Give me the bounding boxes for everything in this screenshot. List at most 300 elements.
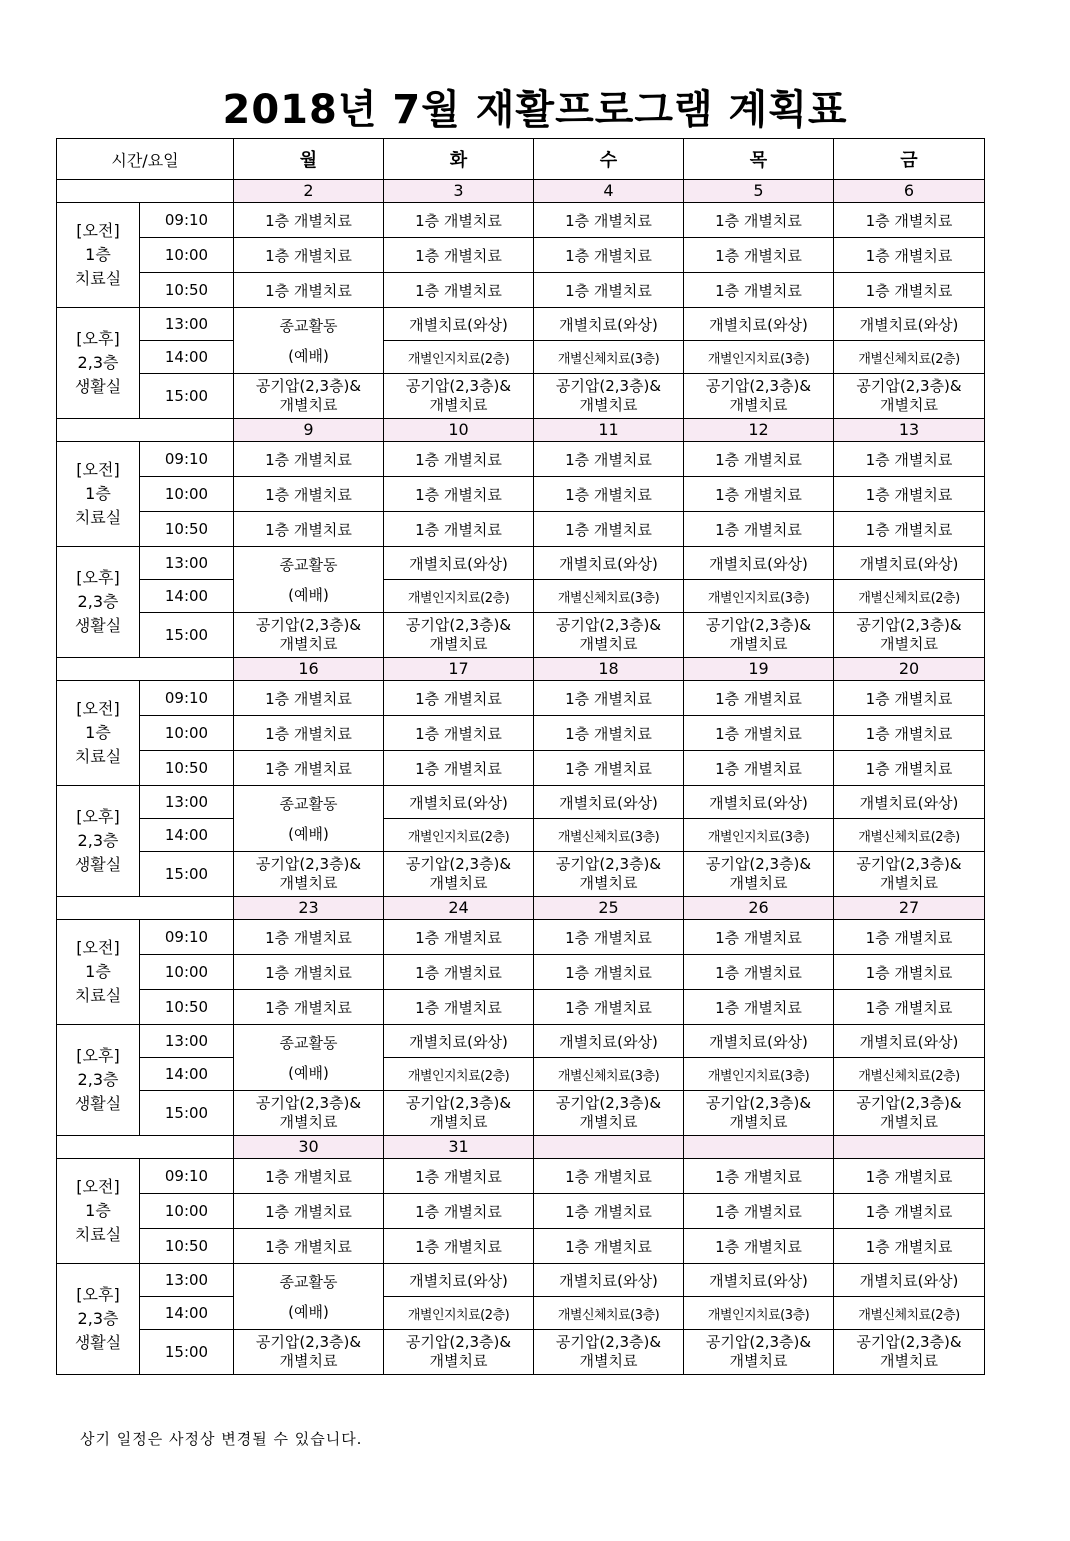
program-line: 공기압(2,3층)& (255, 616, 362, 634)
am-row (57, 442, 985, 477)
am-row (57, 920, 985, 955)
program-cell: 1층 개별치료 (834, 238, 985, 273)
program-line: 공기압(2,3층)& (405, 1094, 512, 1112)
program-cell: 개별치료(와상) (834, 308, 985, 341)
time-day-header: 시간/요일 (57, 139, 234, 180)
program-cell: 개별치료(와상) (384, 1025, 534, 1058)
pm-period-label (57, 786, 140, 897)
pm-row (57, 1091, 985, 1136)
program-cell: 개별치료(와상) (684, 547, 834, 580)
program-line: 공기압(2,3층)& (255, 1333, 362, 1351)
period-label-line: 2,3층 (77, 1309, 119, 1328)
program-cell: 1층 개별치료 (834, 681, 985, 716)
schedule-table (56, 138, 985, 1375)
am-row (57, 1159, 985, 1194)
time-cell: 10:50 (140, 273, 234, 308)
program-cell: 개별치료(와상) (834, 786, 985, 819)
program-cell: 1층 개별치료 (384, 442, 534, 477)
period-label-line: [오후] (76, 807, 120, 826)
program-cell: 1층 개별치료 (534, 1159, 684, 1194)
program-cell (834, 1330, 985, 1375)
period-label-line: 1층 (85, 723, 111, 742)
time-cell: 13:00 (140, 308, 234, 341)
program-cell: 1층 개별치료 (684, 751, 834, 786)
program-line: 개별치료 (429, 635, 488, 653)
pm-period-label (57, 547, 140, 658)
time-cell: 09:10 (140, 1159, 234, 1194)
program-cell (684, 613, 834, 658)
pm-row (57, 547, 985, 580)
program-cell (684, 1330, 834, 1375)
time-cell: 13:00 (140, 1025, 234, 1058)
program-cell: 1층 개별치료 (534, 238, 684, 273)
program-cell: 개별치료(와상) (534, 1025, 684, 1058)
page-title: 2018년 7월 재활프로그램 계획표 (222, 87, 848, 133)
program-line: 개별치료 (429, 396, 488, 414)
time-cell: 15:00 (140, 1091, 234, 1136)
date-cell: 23 (234, 897, 384, 920)
date-row-label (57, 419, 234, 442)
program-cell: 개별인지치료(3층) (684, 1297, 834, 1330)
program-cell: 1층 개별치료 (234, 477, 384, 512)
program-line: 개별치료 (729, 635, 788, 653)
program-cell (384, 1330, 534, 1375)
am-period-label (57, 681, 140, 786)
day-header: 월 (234, 139, 384, 180)
program-line: 공기압(2,3층)& (555, 377, 662, 395)
program-cell: 1층 개별치료 (234, 442, 384, 477)
footnote: 상기 일정은 사정상 변경될 수 있습니다. (80, 1430, 363, 1448)
program-line: 개별치료 (579, 874, 638, 892)
period-label-line: 1층 (85, 962, 111, 981)
day-header: 수 (534, 139, 684, 180)
program-cell: 개별치료(와상) (384, 547, 534, 580)
program-cell: 1층 개별치료 (834, 1194, 985, 1229)
period-label-line: 1층 (85, 484, 111, 503)
date-cell: 6 (834, 180, 985, 203)
program-cell: 개별치료(와상) (684, 786, 834, 819)
program-cell: 1층 개별치료 (234, 990, 384, 1025)
program-cell: 1층 개별치료 (534, 477, 684, 512)
time-cell: 14:00 (140, 1297, 234, 1330)
religion-line: (예배) (288, 1302, 329, 1321)
date-cell: 2 (234, 180, 384, 203)
period-label-line: 생활실 (74, 855, 122, 874)
date-row-label (57, 180, 234, 203)
date-cell: 17 (384, 658, 534, 681)
program-cell: 1층 개별치료 (684, 990, 834, 1025)
date-cell: 19 (684, 658, 834, 681)
program-line: 공기압(2,3층)& (555, 1094, 662, 1112)
am-row (57, 273, 985, 308)
program-cell: 개별치료(와상) (684, 1025, 834, 1058)
religion-line: 종교활동 (279, 316, 338, 335)
program-cell (234, 852, 384, 897)
time-cell: 15:00 (140, 613, 234, 658)
am-period-label (57, 203, 140, 308)
program-cell: 1층 개별치료 (684, 920, 834, 955)
program-cell: 1층 개별치료 (534, 955, 684, 990)
am-row (57, 990, 985, 1025)
pm-row (57, 852, 985, 897)
program-line: 공기압(2,3층)& (555, 855, 662, 873)
date-cell: 3 (384, 180, 534, 203)
date-row (57, 419, 985, 442)
time-cell: 09:10 (140, 681, 234, 716)
program-cell (534, 374, 684, 419)
date-cell: 30 (234, 1136, 384, 1159)
program-cell (834, 613, 985, 658)
date-row (57, 897, 985, 920)
program-line: 개별치료 (579, 396, 638, 414)
am-period-label (57, 920, 140, 1025)
program-cell: 1층 개별치료 (834, 442, 985, 477)
religion-activity-cell (234, 786, 384, 852)
program-cell: 1층 개별치료 (534, 442, 684, 477)
program-cell (834, 374, 985, 419)
date-cell: 10 (384, 419, 534, 442)
date-cell (684, 1136, 834, 1159)
period-label-line: 2,3층 (77, 1070, 119, 1089)
period-label-line: 치료실 (74, 986, 122, 1005)
program-cell: 1층 개별치료 (684, 1229, 834, 1264)
program-cell: 개별인지치료(2층) (384, 819, 534, 852)
program-cell: 1층 개별치료 (534, 512, 684, 547)
program-line: 공기압(2,3층)& (255, 1094, 362, 1112)
pm-period-label (57, 1025, 140, 1136)
program-cell: 1층 개별치료 (684, 681, 834, 716)
program-cell: 개별신체치료(2층) (834, 580, 985, 613)
program-cell (234, 1330, 384, 1375)
date-cell (534, 1136, 684, 1159)
program-cell (534, 852, 684, 897)
religion-line: 종교활동 (279, 1033, 338, 1052)
date-cell: 13 (834, 419, 985, 442)
religion-line: 종교활동 (279, 1272, 338, 1291)
period-label-line: 치료실 (74, 508, 122, 527)
religion-line: 종교활동 (279, 555, 338, 574)
period-label-line: 생활실 (74, 1333, 122, 1352)
program-line: 개별치료 (729, 1352, 788, 1370)
pm-row (57, 341, 985, 374)
program-cell: 1층 개별치료 (684, 1194, 834, 1229)
time-cell: 10:50 (140, 512, 234, 547)
program-line: 개별치료 (429, 1352, 488, 1370)
period-label-line: 생활실 (74, 616, 122, 635)
religion-activity-cell (234, 547, 384, 613)
program-cell (534, 613, 684, 658)
program-cell: 개별인지치료(2층) (384, 580, 534, 613)
program-cell: 1층 개별치료 (684, 203, 834, 238)
program-cell: 1층 개별치료 (384, 273, 534, 308)
time-cell: 14:00 (140, 819, 234, 852)
program-cell: 개별신체치료(2층) (834, 1058, 985, 1091)
program-line: 공기압(2,3층)& (255, 377, 362, 395)
religion-activity-cell (234, 1025, 384, 1091)
program-cell: 1층 개별치료 (234, 955, 384, 990)
period-label-line: [오전] (76, 460, 120, 479)
time-cell: 09:10 (140, 442, 234, 477)
program-line: 공기압(2,3층)& (405, 616, 512, 634)
day-header: 금 (834, 139, 985, 180)
program-cell: 1층 개별치료 (684, 716, 834, 751)
pm-row (57, 580, 985, 613)
program-cell: 개별인지치료(3층) (684, 580, 834, 613)
program-cell: 개별인지치료(3층) (684, 819, 834, 852)
program-cell: 개별신체치료(3층) (534, 1297, 684, 1330)
program-cell: 1층 개별치료 (384, 477, 534, 512)
program-cell (234, 1091, 384, 1136)
program-cell (384, 1091, 534, 1136)
time-cell: 10:00 (140, 238, 234, 273)
program-cell: 개별신체치료(2층) (834, 1297, 985, 1330)
date-cell: 11 (534, 419, 684, 442)
program-cell: 1층 개별치료 (234, 203, 384, 238)
program-cell (684, 374, 834, 419)
program-line: 개별치료 (880, 874, 938, 892)
period-label-line: 생활실 (74, 1094, 122, 1113)
program-cell (234, 374, 384, 419)
program-cell: 개별치료(와상) (834, 547, 985, 580)
time-cell: 14:00 (140, 580, 234, 613)
program-cell (534, 1091, 684, 1136)
program-cell: 1층 개별치료 (834, 203, 985, 238)
am-row (57, 203, 985, 238)
time-cell: 14:00 (140, 341, 234, 374)
program-line: 공기압(2,3층)& (255, 855, 362, 873)
day-header: 화 (384, 139, 534, 180)
program-line: 개별치료 (579, 635, 638, 653)
program-line: 개별치료 (729, 1113, 788, 1131)
program-line: 공기압(2,3층)& (705, 1094, 812, 1112)
date-cell: 20 (834, 658, 985, 681)
am-row (57, 681, 985, 716)
program-cell: 개별치료(와상) (534, 1264, 684, 1297)
program-cell: 1층 개별치료 (684, 238, 834, 273)
program-line: 공기압(2,3층)& (555, 1333, 662, 1351)
date-cell: 9 (234, 419, 384, 442)
program-cell: 1층 개별치료 (834, 477, 985, 512)
program-cell: 1층 개별치료 (384, 751, 534, 786)
time-cell: 10:50 (140, 751, 234, 786)
am-row (57, 716, 985, 751)
period-label-line: 생활실 (74, 377, 122, 396)
program-cell: 1층 개별치료 (834, 273, 985, 308)
program-line: 공기압(2,3층)& (555, 616, 662, 634)
program-cell: 1층 개별치료 (684, 1159, 834, 1194)
program-line: 개별치료 (579, 1352, 638, 1370)
date-row (57, 180, 985, 203)
program-cell (234, 613, 384, 658)
time-cell: 13:00 (140, 1264, 234, 1297)
period-label-line: 1층 (85, 1201, 111, 1220)
program-cell: 개별치료(와상) (384, 1264, 534, 1297)
program-line: 개별치료 (279, 635, 338, 653)
program-line: 공기압(2,3층)& (405, 855, 512, 873)
program-cell: 1층 개별치료 (384, 238, 534, 273)
program-cell: 1층 개별치료 (834, 1159, 985, 1194)
program-cell: 개별인지치료(2층) (384, 341, 534, 374)
pm-period-label (57, 1264, 140, 1375)
program-cell: 개별인지치료(2층) (384, 1058, 534, 1091)
program-cell: 1층 개별치료 (684, 477, 834, 512)
program-line: 개별치료 (429, 874, 488, 892)
time-cell: 13:00 (140, 786, 234, 819)
program-cell: 개별신체치료(3층) (534, 819, 684, 852)
time-cell: 10:50 (140, 1229, 234, 1264)
program-cell: 1층 개별치료 (234, 238, 384, 273)
program-cell: 개별신체치료(3층) (534, 341, 684, 374)
date-cell: 5 (684, 180, 834, 203)
program-cell: 1층 개별치료 (684, 273, 834, 308)
am-row (57, 1194, 985, 1229)
period-label-line: [오전] (76, 221, 120, 240)
pm-row (57, 613, 985, 658)
program-cell: 1층 개별치료 (384, 203, 534, 238)
am-period-label (57, 1159, 140, 1264)
period-label-line: 치료실 (74, 747, 122, 766)
program-cell: 1층 개별치료 (834, 1229, 985, 1264)
date-row-label (57, 1136, 234, 1159)
period-label-line: [오후] (76, 568, 120, 587)
program-cell: 1층 개별치료 (534, 273, 684, 308)
program-cell: 1층 개별치료 (234, 1229, 384, 1264)
program-line: 개별치료 (279, 1352, 338, 1370)
program-cell: 개별인지치료(3층) (684, 341, 834, 374)
time-cell: 10:00 (140, 955, 234, 990)
date-cell (834, 1136, 985, 1159)
program-cell: 1층 개별치료 (384, 716, 534, 751)
date-cell: 16 (234, 658, 384, 681)
program-line: 개별치료 (579, 1113, 638, 1131)
program-cell: 1층 개별치료 (834, 920, 985, 955)
program-cell (384, 613, 534, 658)
program-cell (534, 1330, 684, 1375)
period-label-line: [오전] (76, 699, 120, 718)
program-cell: 1층 개별치료 (234, 273, 384, 308)
header-row (57, 139, 985, 180)
program-cell: 1층 개별치료 (234, 1194, 384, 1229)
date-row-label (57, 897, 234, 920)
program-line: 개별치료 (880, 1352, 938, 1370)
period-label-line: 치료실 (74, 1225, 122, 1244)
program-cell: 1층 개별치료 (234, 751, 384, 786)
program-cell: 1층 개별치료 (384, 681, 534, 716)
period-label-line: 2,3층 (77, 353, 119, 372)
time-cell: 09:10 (140, 203, 234, 238)
time-cell: 10:00 (140, 716, 234, 751)
program-cell: 1층 개별치료 (384, 955, 534, 990)
program-line: 개별치료 (880, 1113, 938, 1131)
program-line: 공기압(2,3층)& (856, 855, 962, 873)
date-cell: 4 (534, 180, 684, 203)
program-line: 개별치료 (880, 396, 938, 414)
program-line: 공기압(2,3층)& (856, 1094, 962, 1112)
program-cell: 1층 개별치료 (834, 716, 985, 751)
time-cell: 10:50 (140, 990, 234, 1025)
program-cell: 개별치료(와상) (384, 308, 534, 341)
program-cell: 개별치료(와상) (684, 1264, 834, 1297)
period-label-line: [오전] (76, 938, 120, 957)
program-cell: 개별치료(와상) (834, 1025, 985, 1058)
program-cell: 개별치료(와상) (534, 308, 684, 341)
program-line: 공기압(2,3층)& (705, 616, 812, 634)
religion-line: 종교활동 (279, 794, 338, 813)
program-cell: 개별신체치료(3층) (534, 1058, 684, 1091)
am-row (57, 751, 985, 786)
time-cell: 09:10 (140, 920, 234, 955)
program-cell: 개별인지치료(2층) (384, 1297, 534, 1330)
program-cell: 1층 개별치료 (684, 955, 834, 990)
period-label-line: [오후] (76, 329, 120, 348)
program-line: 개별치료 (279, 874, 338, 892)
religion-line: (예배) (288, 346, 329, 365)
program-line: 개별치료 (429, 1113, 488, 1131)
pm-row (57, 1264, 985, 1297)
date-cell: 27 (834, 897, 985, 920)
period-label-line: [오후] (76, 1046, 120, 1065)
program-line: 공기압(2,3층)& (705, 377, 812, 395)
program-cell: 1층 개별치료 (234, 1159, 384, 1194)
program-line: 공기압(2,3층)& (405, 377, 512, 395)
date-row (57, 1136, 985, 1159)
am-row (57, 1229, 985, 1264)
program-cell: 개별인지치료(3층) (684, 1058, 834, 1091)
program-cell: 개별치료(와상) (534, 786, 684, 819)
pm-row (57, 819, 985, 852)
program-cell: 1층 개별치료 (684, 442, 834, 477)
program-line: 개별치료 (279, 396, 338, 414)
am-row (57, 238, 985, 273)
program-cell: 1층 개별치료 (834, 751, 985, 786)
religion-line: (예배) (288, 824, 329, 843)
pm-row (57, 786, 985, 819)
time-cell: 10:00 (140, 477, 234, 512)
period-label-line: 2,3층 (77, 831, 119, 850)
am-row (57, 955, 985, 990)
program-cell: 개별치료(와상) (534, 547, 684, 580)
date-cell: 26 (684, 897, 834, 920)
program-cell (384, 374, 534, 419)
time-cell: 15:00 (140, 852, 234, 897)
period-label-line: 1층 (85, 245, 111, 264)
program-cell: 1층 개별치료 (384, 1159, 534, 1194)
period-label-line: 치료실 (74, 269, 122, 288)
program-cell: 개별신체치료(3층) (534, 580, 684, 613)
day-header: 목 (684, 139, 834, 180)
program-cell: 1층 개별치료 (534, 751, 684, 786)
pm-row (57, 1330, 985, 1375)
program-cell: 1층 개별치료 (384, 920, 534, 955)
pm-row (57, 1297, 985, 1330)
am-period-label (57, 442, 140, 547)
date-row (57, 658, 985, 681)
program-cell: 1층 개별치료 (834, 512, 985, 547)
date-row-label (57, 658, 234, 681)
religion-line: (예배) (288, 1063, 329, 1082)
religion-line: (예배) (288, 585, 329, 604)
program-line: 공기압(2,3층)& (856, 1333, 962, 1351)
program-line: 공기압(2,3층)& (856, 616, 962, 634)
am-row (57, 512, 985, 547)
pm-row (57, 308, 985, 341)
program-cell: 1층 개별치료 (684, 512, 834, 547)
period-label-line: [오후] (76, 1285, 120, 1304)
pm-row (57, 374, 985, 419)
date-cell: 12 (684, 419, 834, 442)
pm-period-label (57, 308, 140, 419)
program-cell: 1층 개별치료 (534, 203, 684, 238)
